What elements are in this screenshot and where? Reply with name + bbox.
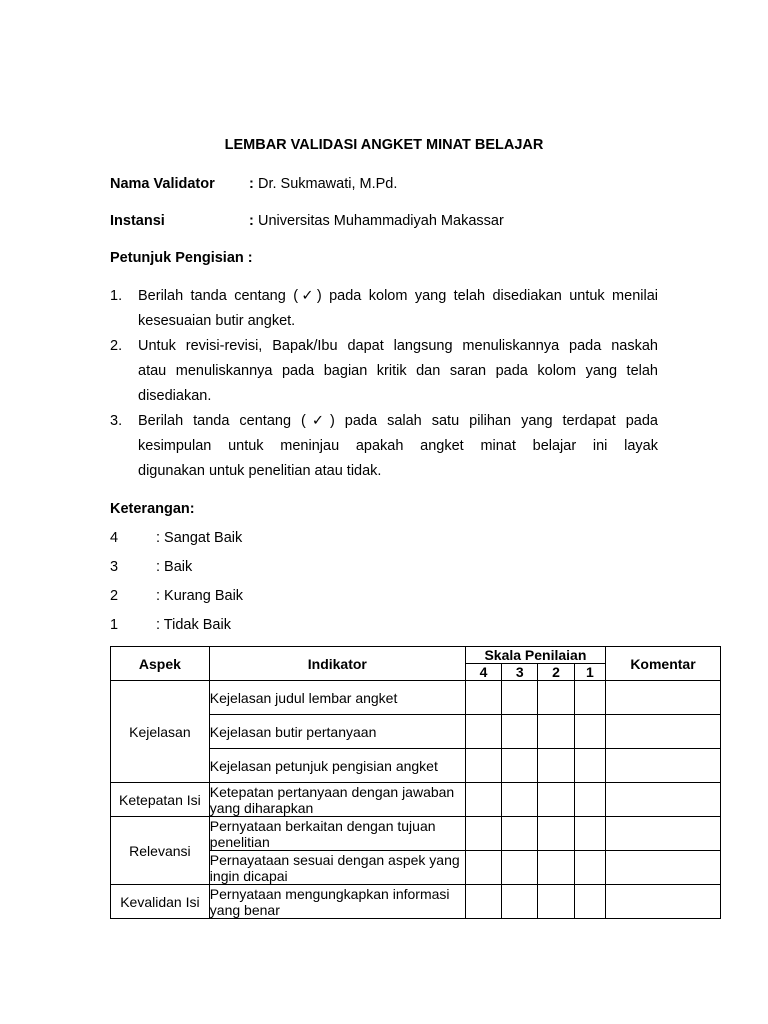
score-cell-1[interactable] bbox=[574, 851, 605, 885]
score-cell-3[interactable] bbox=[502, 817, 538, 851]
score-cell-2[interactable] bbox=[538, 885, 574, 919]
legend-text-kurang-baik: : Kurang Baik bbox=[156, 588, 244, 604]
table-row bbox=[111, 817, 721, 851]
score-cell-1[interactable] bbox=[574, 817, 605, 851]
indikator-cell: Kejelasan judul lembar angket bbox=[209, 681, 465, 715]
score-cell-4[interactable] bbox=[465, 783, 501, 817]
page-title: LEMBAR VALIDASI ANGKET MINAT BELAJAR bbox=[224, 137, 544, 153]
score-cell-1[interactable] bbox=[574, 885, 605, 919]
petunjuk-item-3-line-3: digunakan untuk penelitian atau tidak. bbox=[138, 463, 382, 479]
petunjuk-item-3-line-1: Berilah tanda centang (✓) pada salah satu pilihan yang terdapat pada bbox=[138, 413, 658, 429]
score-cell-3[interactable] bbox=[502, 749, 538, 783]
legend-text-baik: : Baik bbox=[156, 559, 193, 575]
score-cell-2[interactable] bbox=[538, 783, 574, 817]
header-indikator: Indikator bbox=[209, 647, 465, 681]
petunjuk-heading: Petunjuk Pengisian : bbox=[110, 250, 253, 266]
score-cell-2[interactable] bbox=[538, 681, 574, 715]
legend-num-3: 3 bbox=[110, 559, 119, 575]
score-cell-4[interactable] bbox=[465, 749, 501, 783]
table-row bbox=[111, 681, 721, 715]
aspek-cell: Kevalidan Isi bbox=[111, 885, 210, 919]
legend-num-1: 1 bbox=[110, 617, 119, 633]
komentar-cell[interactable] bbox=[605, 715, 720, 749]
indikator-cell: Pernyataan berkaitan dengan tujuan penelitian bbox=[209, 817, 465, 851]
petunjuk-item-1-line-1: Berilah tanda centang (✓) pada kolom yang telah disediakan untuk menilai bbox=[138, 288, 658, 304]
score-cell-1[interactable] bbox=[574, 715, 605, 749]
legend-num-2: 2 bbox=[110, 588, 119, 604]
komentar-cell[interactable] bbox=[605, 749, 720, 783]
legend-num-4: 4 bbox=[110, 530, 119, 546]
table-row bbox=[111, 783, 721, 817]
score-cell-3[interactable] bbox=[502, 783, 538, 817]
score-cell-1[interactable] bbox=[574, 749, 605, 783]
petunjuk-item-3-line-2: kesimpulan untuk meninjau apakah angket minat belajar ini layak bbox=[138, 438, 658, 454]
instansi-colon: : bbox=[249, 213, 254, 229]
komentar-cell[interactable] bbox=[605, 817, 720, 851]
header-scale-1: 1 bbox=[574, 664, 605, 681]
indikator-cell: Kejelasan butir pertanyaan bbox=[209, 715, 465, 749]
komentar-cell[interactable] bbox=[605, 885, 720, 919]
header-skala-penilaian: Skala Penilaian bbox=[465, 647, 605, 664]
header-scale-4: 4 bbox=[465, 664, 501, 681]
komentar-cell[interactable] bbox=[605, 681, 720, 715]
nama-validator-colon: : bbox=[249, 176, 254, 192]
nama-validator-value: Dr. Sukmawati, M.Pd. bbox=[258, 176, 398, 192]
score-cell-4[interactable] bbox=[465, 885, 501, 919]
petunjuk-item-2-line-2: atau menuliskannya pada bagian kritik dan saran pada kolom yang telah bbox=[138, 363, 658, 379]
komentar-cell[interactable] bbox=[605, 783, 720, 817]
indikator-cell: Ketepatan pertanyaan dengan jawaban yang diharapkan bbox=[209, 783, 465, 817]
keterangan-heading: Keterangan: bbox=[110, 501, 195, 517]
header-scale-2: 2 bbox=[538, 664, 574, 681]
petunjuk-item-1-line-2: kesesuaian butir angket. bbox=[138, 313, 296, 329]
aspek-cell: Kejelasan bbox=[111, 681, 210, 783]
score-cell-4[interactable] bbox=[465, 851, 501, 885]
header-scale-3: 3 bbox=[502, 664, 538, 681]
score-cell-2[interactable] bbox=[538, 817, 574, 851]
score-cell-2[interactable] bbox=[538, 749, 574, 783]
instansi-label: Instansi bbox=[110, 213, 165, 229]
score-cell-3[interactable] bbox=[502, 885, 538, 919]
score-cell-3[interactable] bbox=[502, 851, 538, 885]
header-komentar: Komentar bbox=[605, 647, 720, 681]
score-cell-4[interactable] bbox=[465, 715, 501, 749]
score-cell-4[interactable] bbox=[465, 681, 501, 715]
petunjuk-item-3-num: 3. bbox=[110, 413, 123, 429]
indikator-cell: Kejelasan petunjuk pengisian angket bbox=[209, 749, 465, 783]
score-cell-3[interactable] bbox=[502, 715, 538, 749]
indikator-cell: Pernyataan mengungkapkan informasi yang benar bbox=[209, 885, 465, 919]
instansi-value: Universitas Muhammadiyah Makassar bbox=[258, 213, 504, 229]
score-cell-1[interactable] bbox=[574, 783, 605, 817]
score-cell-2[interactable] bbox=[538, 715, 574, 749]
table-row bbox=[111, 885, 721, 919]
nama-validator-label: Nama Validator bbox=[110, 176, 215, 192]
score-cell-3[interactable] bbox=[502, 681, 538, 715]
legend-text-sangat-baik: : Sangat Baik bbox=[156, 530, 243, 546]
indikator-cell: Pernayataan sesuai dengan aspek yang ingin dicapai bbox=[209, 851, 465, 885]
aspek-cell: Ketepatan Isi bbox=[111, 783, 210, 817]
komentar-cell[interactable] bbox=[605, 851, 720, 885]
score-cell-1[interactable] bbox=[574, 681, 605, 715]
petunjuk-item-2-num: 2. bbox=[110, 338, 123, 354]
petunjuk-item-2-line-1: Untuk revisi-revisi, Bapak/Ibu dapat langsung menuliskannya pada naskah bbox=[138, 338, 658, 354]
aspek-cell: Relevansi bbox=[111, 817, 210, 885]
legend-text-tidak-baik: : Tidak Baik bbox=[156, 617, 231, 633]
petunjuk-item-2-line-3: disediakan. bbox=[138, 388, 212, 404]
score-cell-4[interactable] bbox=[465, 817, 501, 851]
validation-table bbox=[110, 646, 721, 919]
score-cell-2[interactable] bbox=[538, 851, 574, 885]
petunjuk-item-1-num: 1. bbox=[110, 288, 123, 304]
header-aspek: Aspek bbox=[111, 647, 210, 681]
